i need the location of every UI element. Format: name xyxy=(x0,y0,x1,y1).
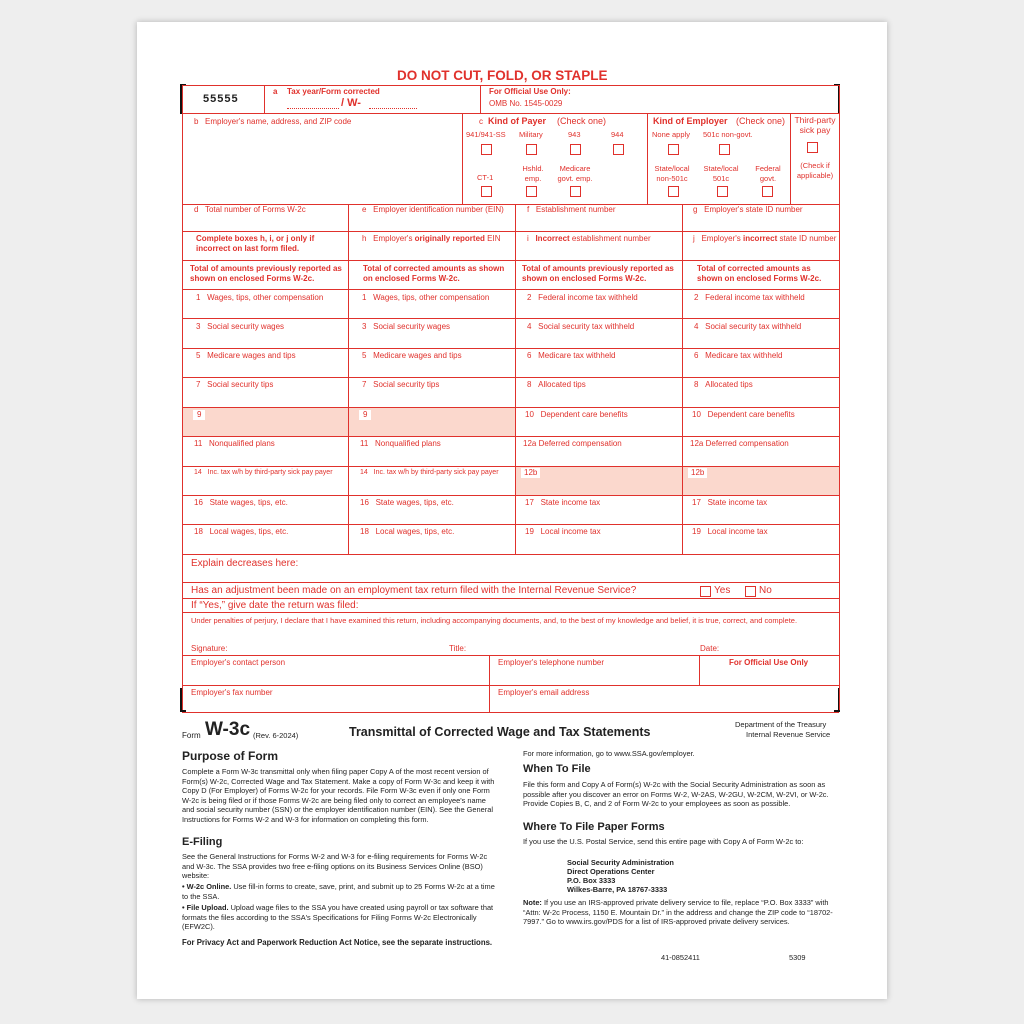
email-label: Employer's email address xyxy=(498,688,590,697)
payer-ct1-checkbox[interactable] xyxy=(481,186,492,197)
row-18-prev: 18 Local wages, tips, etc. xyxy=(194,527,289,536)
row-14-prev: 14 Inc. tax w/h by third-party sick pay payer xyxy=(194,469,333,476)
box-g-label: g Employer's state ID number xyxy=(693,205,803,214)
row-17-prev: 17 State income tax xyxy=(525,498,601,507)
row-1-corr: 1 Wages, tips, other compensation xyxy=(362,293,490,302)
more-info-text: For more information, go to www.SSA.gov/employer. xyxy=(523,749,695,758)
payer-medicare-label: Medicare govt. emp. xyxy=(557,164,593,183)
row-5-corr: 5 Medicare wages and tips xyxy=(362,351,462,360)
efiling-text: See the General Instructions for Forms W-2 and W-3 for e-filing requirements for Forms W-2c and W-3c. The SSA provides two free e-filing options on its Business Services Online (BSO) website: xyxy=(182,852,488,880)
row-7-corr: 7 Social security tips xyxy=(362,380,440,389)
box-a-letter: a xyxy=(273,87,278,96)
form-word: Form xyxy=(182,731,201,740)
row-12b-corr: 12b xyxy=(688,468,707,478)
box-d-label: d Total number of Forms W-2c xyxy=(194,205,306,214)
payer-943-checkbox[interactable] xyxy=(570,144,581,155)
delivery-note: Note: If you use an IRS-approved private delivery service to file, replace “P.O. Box 3333” with “Attn: W-2c Process, 1150 E. Mountain Dr.” in the address and change the ZIP code to “18702-7997.” Go to www.irs.gov/PDS for a list of IRS-approved private delivery services. xyxy=(523,898,833,926)
row-18-corr: 18 Local wages, tips, etc. xyxy=(360,527,455,536)
row-16-corr: 16 State wages, tips, etc. xyxy=(360,498,454,507)
third-party-sick-pay-label: Third-party sick pay xyxy=(794,115,836,135)
purpose-heading: Purpose of Form xyxy=(182,749,279,763)
official-use-label: For Official Use Only: xyxy=(489,87,571,96)
employer-federal-govt-checkbox[interactable] xyxy=(762,186,773,197)
employer-name-address-field[interactable] xyxy=(185,128,460,200)
form-title: Transmittal of Corrected Wage and Tax Statements xyxy=(349,725,651,739)
row-12b-prev: 12b xyxy=(521,468,540,478)
title-label: Title: xyxy=(449,644,467,653)
row-2-corr: 2 Federal income tax withheld xyxy=(694,293,805,302)
adjustment-yes-checkbox[interactable] xyxy=(700,586,711,597)
row-6-corr: 6 Medicare tax withheld xyxy=(694,351,783,360)
employer-none-apply-checkbox[interactable] xyxy=(668,144,679,155)
box-a-form-fill: / W- xyxy=(341,97,361,109)
payer-944-checkbox[interactable] xyxy=(613,144,624,155)
row-5-prev: 5 Medicare wages and tips xyxy=(196,351,296,360)
complete-boxes-note: Complete boxes h, i, or j only if incorrect on last form filed. xyxy=(196,234,315,253)
ssa-address-line3: P.O. Box 3333 xyxy=(567,876,616,885)
employer-federal-govt-label: Federal govt. xyxy=(755,164,781,183)
payer-hshld-label: Hshld. emp. xyxy=(522,164,544,183)
when-to-file-text: File this form and Copy A of Form(s) W-2c with the Social Security Administration as soon as possible after you discover an error on Forms W-2, W-2AS, W-2GU, W-2CM, W-2VI, or W-2c. Provide Copies B, C, and 2 of Form W-2c to your employees as soon as possible. xyxy=(523,780,829,808)
row-9-prev: 9 xyxy=(193,410,205,420)
employer-state-501c-label: State/local 501c xyxy=(703,164,739,183)
kind-of-employer-title: Kind of Employer xyxy=(653,116,728,126)
box-h-label: h Employer's originally reported EIN xyxy=(362,234,501,243)
where-to-file-text: If you use the U.S. Postal Service, send this entire page with Copy A of Form W-2c to: xyxy=(523,837,804,846)
adjustment-question: Has an adjustment been made on an employment tax return filed with the Internal Revenue Service? xyxy=(191,585,637,596)
privacy-notice: For Privacy Act and Paperwork Reduction Act Notice, see the separate instructions. xyxy=(182,938,493,947)
col-head-corr-right: Total of corrected amounts as shown on enclosed Forms W-2c. xyxy=(697,264,822,283)
employer-state-non501c-label: State/local non-501c xyxy=(654,164,690,183)
box-9-shade-left xyxy=(183,407,348,436)
ssa-address-line1: Social Security Administration xyxy=(567,858,674,867)
date-label: Date: xyxy=(700,644,720,653)
box-i-label: i Incorrect establishment number xyxy=(527,234,651,243)
row-6-prev: 6 Medicare tax withheld xyxy=(527,351,616,360)
row-12a-corr: 12a Deferred compensation xyxy=(690,439,789,448)
row-17-corr: 17 State income tax xyxy=(692,498,768,507)
row-10-prev: 10 Dependent care benefits xyxy=(525,410,628,419)
row-10-corr: 10 Dependent care benefits xyxy=(692,410,795,419)
explain-decreases-field[interactable] xyxy=(183,572,838,582)
box-12b-shade-left xyxy=(516,466,682,495)
perjury-statement: Under penalties of perjury, I declare that I have examined this return, including accompanying documents, and, to the best of my knowledge and belief, it is true, correct, and complete. xyxy=(191,616,798,625)
catalog-code-1: 41-0852411 xyxy=(661,953,700,962)
employer-state-501c-checkbox[interactable] xyxy=(717,186,728,197)
contact-person-field[interactable] xyxy=(183,670,488,685)
row-14-corr: 14 Inc. tax w/h by third-party sick pay payer xyxy=(360,469,499,476)
department-line1: Department of the Treasury xyxy=(735,720,827,729)
row-4-corr: 4 Social security tax withheld xyxy=(694,322,802,331)
box-a-title: Tax year/Form corrected xyxy=(287,87,380,96)
row-11-corr: 11 Nonqualified plans xyxy=(360,439,441,448)
row-8-prev: 8 Allocated tips xyxy=(527,380,586,389)
catalog-code-2: 5309 xyxy=(789,953,806,962)
box-b-label: Employer's name, address, and ZIP code xyxy=(205,117,352,126)
employer-none-apply-label: None apply xyxy=(652,130,690,139)
when-to-file-heading: When To File xyxy=(523,763,591,775)
row-9-corr: 9 xyxy=(359,410,371,420)
box-b-letter: b xyxy=(194,117,199,126)
payer-military-label: Military xyxy=(519,130,543,139)
kind-of-employer-hint: (Check one) xyxy=(736,116,786,126)
form-code-55555: 55555 xyxy=(203,93,239,105)
ssa-address-line2: Direct Operations Center xyxy=(567,867,655,876)
third-party-hint: (Check if applicable) xyxy=(796,161,834,180)
department-line2: Internal Revenue Service xyxy=(746,730,831,739)
form-revision: (Rev. 6-2024) xyxy=(253,731,299,740)
employer-501c-nongovt-checkbox[interactable] xyxy=(719,144,730,155)
do-not-cut-warning: DO NOT CUT, FOLD, OR STAPLE xyxy=(397,68,608,83)
box-e-label: e Employer identification number (EIN) xyxy=(362,205,504,214)
third-party-sick-pay-checkbox[interactable] xyxy=(807,142,818,153)
box-f-label: f Establishment number xyxy=(527,205,616,214)
efiling-heading: E-Filing xyxy=(182,836,223,848)
payer-941-label: 941/941-SS xyxy=(466,130,506,139)
signature-label: Signature: xyxy=(191,644,228,653)
where-to-file-heading: Where To File Paper Forms xyxy=(523,821,665,833)
row-19-prev: 19 Local income tax xyxy=(525,527,601,536)
row-8-corr: 8 Allocated tips xyxy=(694,380,753,389)
box-j-label: j Employer's incorrect state ID number xyxy=(693,234,837,243)
row-3-corr: 3 Social security wages xyxy=(362,322,451,331)
official-use-only-box: For Official Use Only xyxy=(729,658,809,667)
row-7-prev: 7 Social security tips xyxy=(196,380,274,389)
signature-field[interactable] xyxy=(229,642,444,653)
telephone-field[interactable] xyxy=(490,670,698,685)
row-16-prev: 16 State wages, tips, etc. xyxy=(194,498,288,507)
omb-number: OMB No. 1545-0029 xyxy=(489,99,563,108)
title-field[interactable] xyxy=(469,642,689,653)
payer-943-label: 943 xyxy=(568,130,581,139)
row-2-prev: 2 Federal income tax withheld xyxy=(527,293,638,302)
ssa-address-line4: Wilkes-Barre, PA 18767-3333 xyxy=(567,885,668,894)
kind-of-payer-title: Kind of Payer xyxy=(488,116,547,126)
if-yes-date-label: If “Yes,” give date the return was filed: xyxy=(191,600,359,611)
adjustment-no-label: No xyxy=(759,585,772,596)
col-head-prev-left: Total of amounts previously reported as shown on enclosed Forms W-2c. xyxy=(190,264,342,283)
box-a-year-input[interactable] xyxy=(287,100,339,109)
col-head-prev-right: Total of amounts previously reported as shown on enclosed Forms W-2c. xyxy=(522,264,674,283)
col-head-corr-left: Total of corrected amounts as shown on enclosed Forms W-2c. xyxy=(363,264,505,283)
row-19-corr: 19 Local income tax xyxy=(692,527,768,536)
row-3-prev: 3 Social security wages xyxy=(196,322,285,331)
row-11-prev: 11 Nonqualified plans xyxy=(194,439,275,448)
fax-label: Employer's fax number xyxy=(191,688,273,697)
row-1-prev: 1 Wages, tips, other compensation xyxy=(196,293,324,302)
row-4-prev: 4 Social security tax withheld xyxy=(527,322,635,331)
telephone-label: Employer's telephone number xyxy=(498,658,605,667)
payer-hshld-checkbox[interactable] xyxy=(526,186,537,197)
email-field[interactable] xyxy=(490,699,838,711)
employer-state-non501c-checkbox[interactable] xyxy=(668,186,679,197)
row-12a-prev: 12a Deferred compensation xyxy=(523,439,622,448)
employer-501c-nongovt-label: 501c non-govt. xyxy=(703,130,753,139)
box-9-shade-right xyxy=(349,407,515,436)
explain-decreases-label: Explain decreases here: xyxy=(191,558,299,569)
registration-corner-tl xyxy=(180,84,186,114)
payer-military-checkbox[interactable] xyxy=(526,144,537,155)
box-c-letter: c xyxy=(479,117,483,126)
payer-ct1-label: CT-1 xyxy=(477,173,494,182)
adjustment-no-checkbox[interactable] xyxy=(745,586,756,597)
payer-944-label: 944 xyxy=(611,130,624,139)
fax-field[interactable] xyxy=(183,699,488,711)
payer-941-checkbox[interactable] xyxy=(481,144,492,155)
kind-of-payer-hint: (Check one) xyxy=(557,116,607,126)
box-a-form-input[interactable] xyxy=(369,100,417,109)
adjustment-yes-label: Yes xyxy=(714,585,731,596)
form-name: W-3c xyxy=(205,719,251,740)
date-field[interactable] xyxy=(719,642,834,653)
w2c-online-text: • W-2c Online. Use fill-in forms to create, save, print, and submit up to 25 Forms W-2c at a time to the SSA. xyxy=(182,882,495,901)
payer-medicare-checkbox[interactable] xyxy=(570,186,581,197)
file-upload-text: • File Upload. Upload wage files to the SSA you have created using payroll or tax software that formats the files according to the SSA's Specifications for Filing Forms W-2c Electronically (EFW2C). xyxy=(182,903,494,931)
purpose-text: Complete a Form W-3c transmittal only when filing paper Copy A of the most recent version of Form(s) W-2c, Corrected Wage and Tax Statement. Make a copy of Form W-3c and keep it with Copy D (For Employer) of Forms W-2c for your records. File Form W-3c even if only one Form W-2c is being filed or if those Forms W-2c are being filed only to correct an employee's name and social security number (SSN) or the employer identification number (EIN). See the General Instructions for Forms W-2 and W-3 for information on completing this form. xyxy=(182,767,495,824)
contact-person-label: Employer's contact person xyxy=(191,658,286,667)
w3c-form-sheet xyxy=(137,22,887,999)
